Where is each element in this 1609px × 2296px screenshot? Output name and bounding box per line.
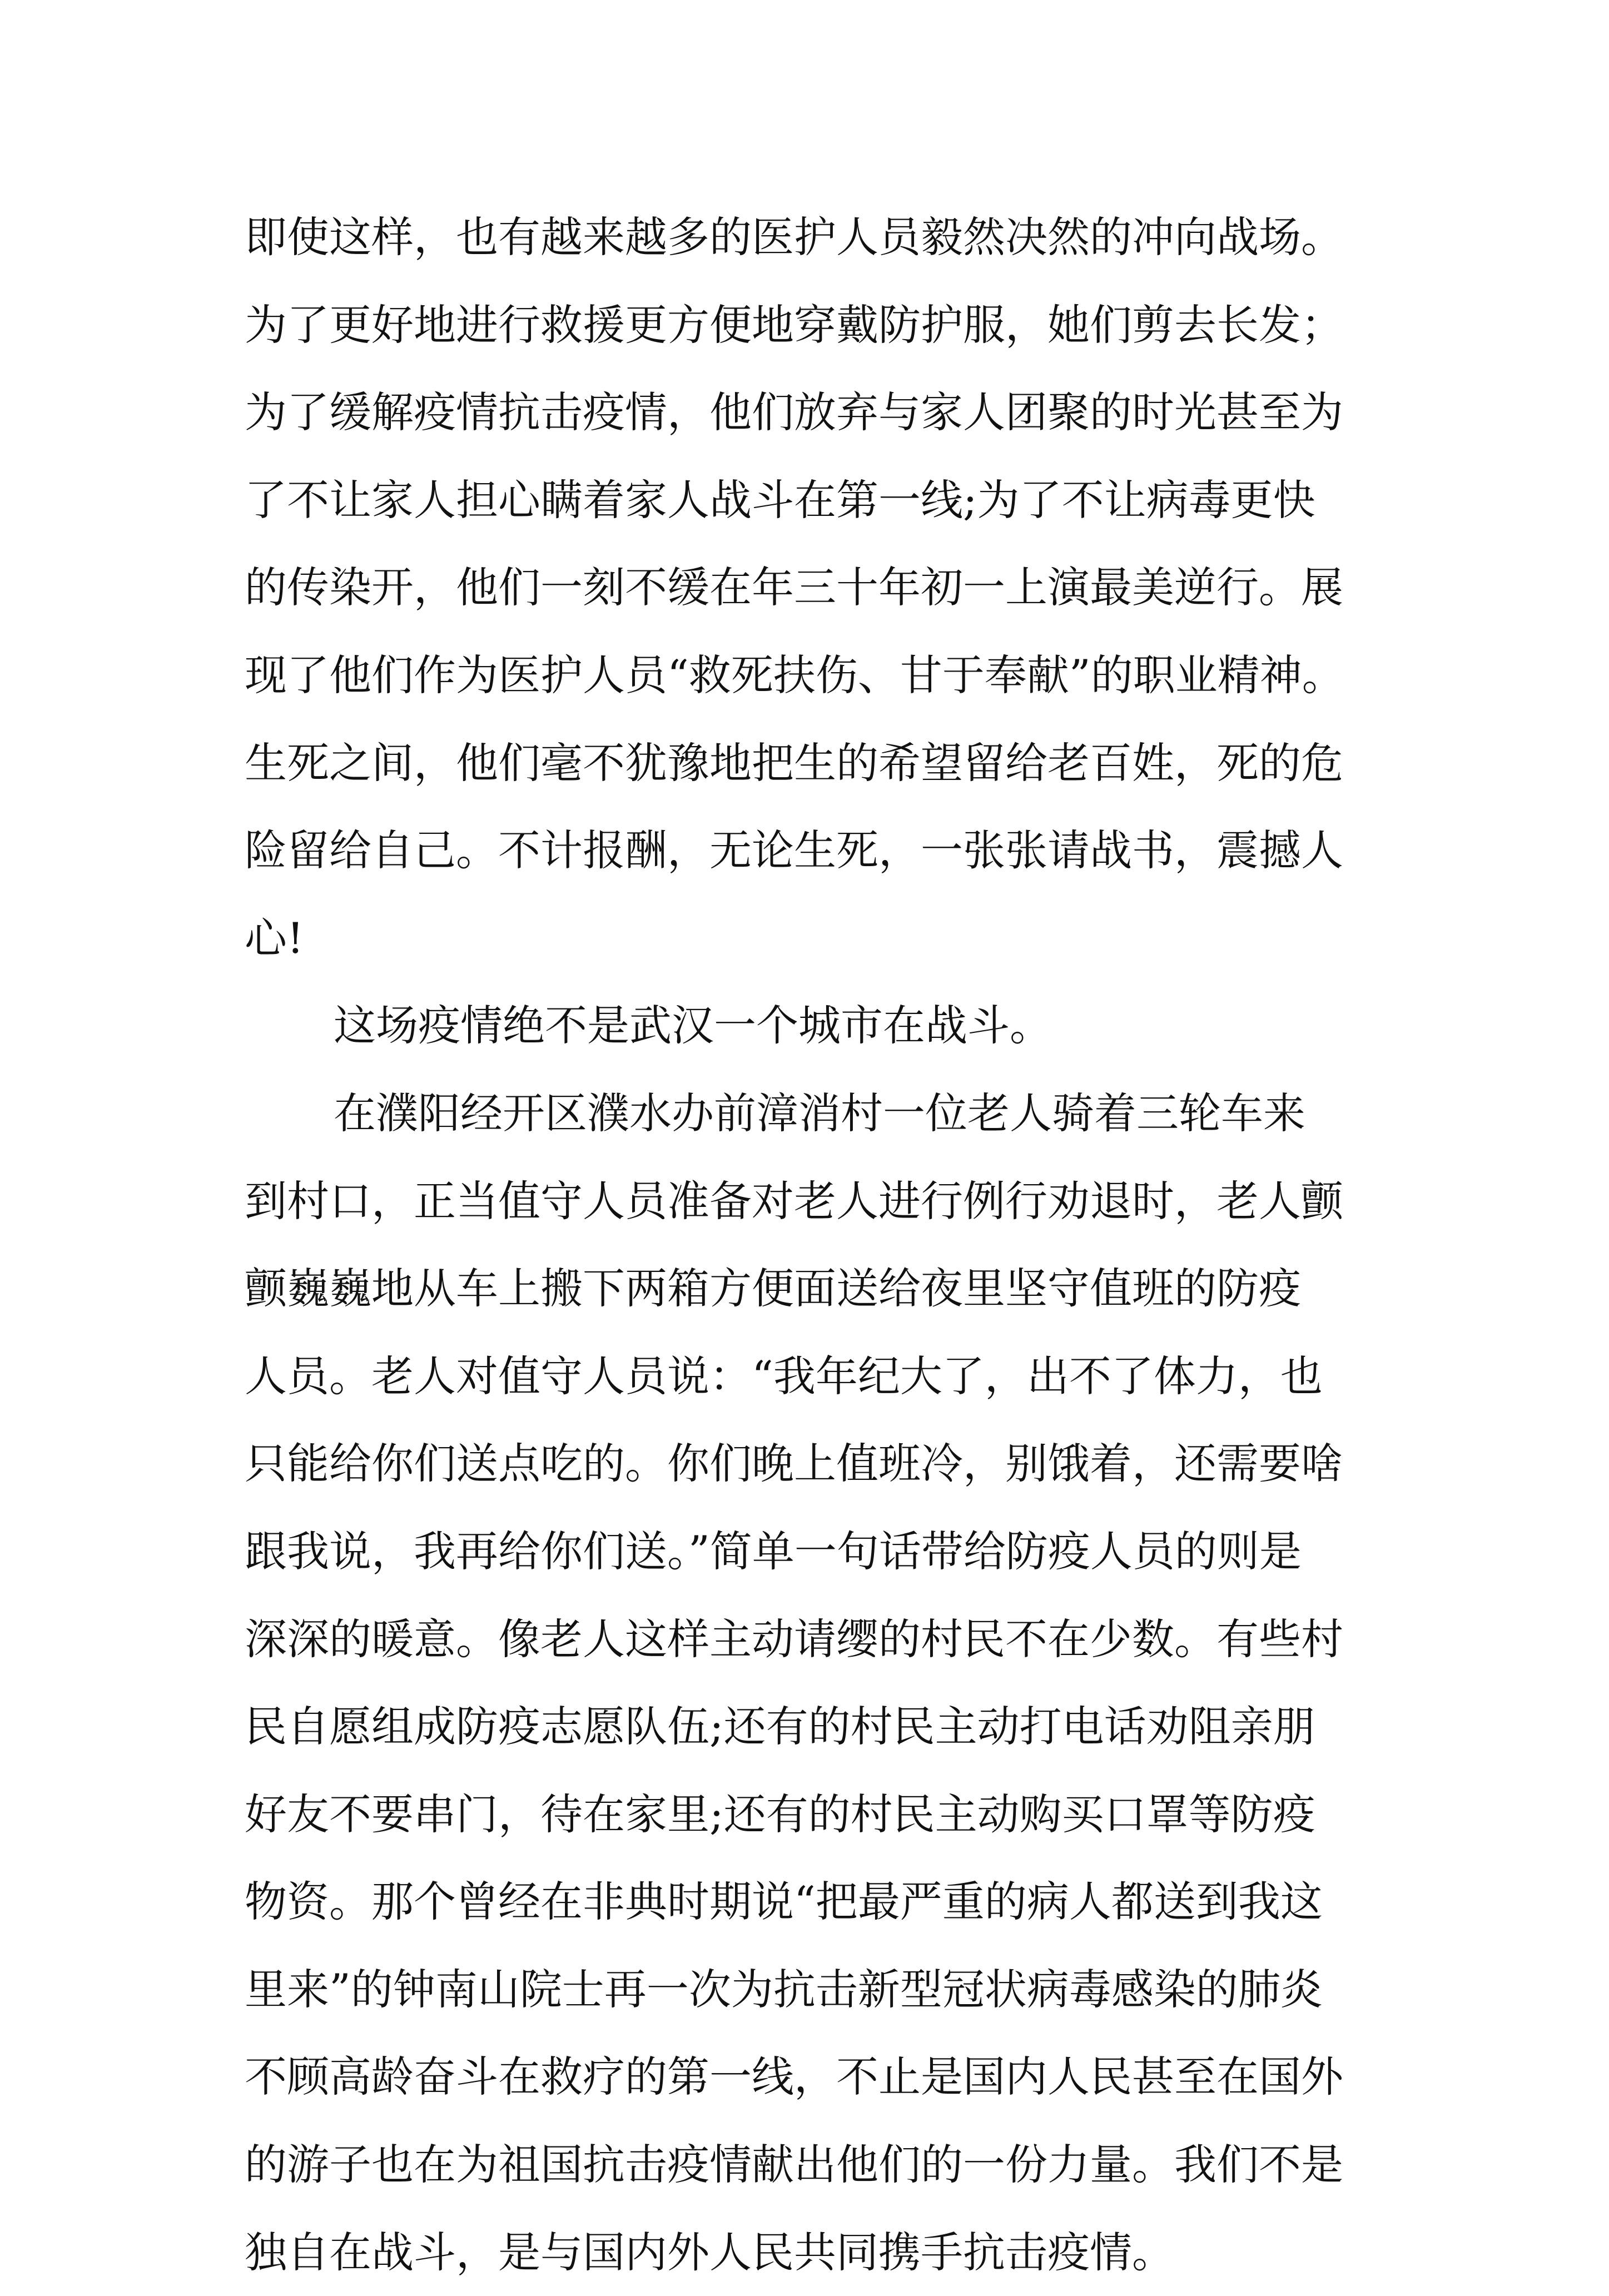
text-line: 为了缓解疫情抗击疫情，他们放弃与家人团聚的时光甚至为 (245, 387, 1343, 438)
text-line: 人员。老人对值守人员说：“我年纪大了，出不了体力，也 (245, 1351, 1323, 1401)
text-line: 深深的暖意。像老人这样主动请缨的村民不在少数。有些村 (245, 1614, 1343, 1664)
body-text (245, 193, 1373, 2296)
text-line: 的传染开，他们一刻不缓在年三十年初一上演最美逆行。展 (245, 563, 1343, 613)
text-line: 跟我说，我再给你们送。”简单一句话带给防疫人员的则是 (245, 1526, 1302, 1576)
paragraph-start-line: 在濮阳经开区濮水办前漳消村一位老人骑着三轮车来 (334, 1088, 1305, 1138)
text-line: 颤巍巍地从车上搬下两箱方便面送给夜里坚守值班的防疫 (245, 1264, 1301, 1314)
text-line: 为了更好地进行救援更方便地穿戴防护服，她们剪去长发； (245, 300, 1343, 350)
text-line: 物资。那个曾经在非典时期说“把最严重的病人都送到我这 (245, 1877, 1323, 1927)
text-line: 独自在战斗，是与国内外人民共同携手抗击疫情。 (245, 2227, 1174, 2277)
text-line: 生死之间，他们毫不犹豫地把生的希望留给老百姓，死的危 (245, 738, 1343, 788)
text-line: 只能给你们送点吃的。你们晚上值班冷，别饿着，还需要啥 (245, 1439, 1343, 1489)
text-line: 到村口，正当值守人员准备对老人进行例行劝退时，老人颤 (245, 1176, 1343, 1226)
text-line: 现了他们作为医护人员“救死扶伤、甘于奉献”的职业精神。 (245, 650, 1344, 700)
text-line: 了不让家人担心瞒着家人战斗在第一线;为了不让病毒更快 (245, 475, 1315, 525)
text-line: 心! (245, 913, 304, 963)
text-line: 民自愿组成防疫志愿队伍;还有的村民主动打电话劝阻亲朋 (245, 1702, 1315, 1752)
text-line: 好友不要串门，待在家里;还有的村民主动购买口罩等防疫 (245, 1789, 1315, 1839)
text-line: 里来”的钟南山院士再一次为抗击新型冠状病毒感染的肺炎 (245, 1964, 1323, 2014)
text-line: 即使这样，也有越来越多的医护人员毅然决然的冲向战场。 (245, 212, 1343, 262)
paragraph-start-line: 这场疫情绝不是武汉一个城市在战斗。 (334, 1001, 1052, 1051)
text-line: 的游子也在为祖国抗击疫情献出他们的一份力量。我们不是 (245, 2140, 1343, 2190)
text-line: 不顾高龄奋斗在救疗的第一线，不止是国内人民甚至在国外 (245, 2052, 1343, 2102)
text-line: 险留给自己。不计报酬，无论生死，一张张请战书，震撼人 (245, 826, 1343, 876)
